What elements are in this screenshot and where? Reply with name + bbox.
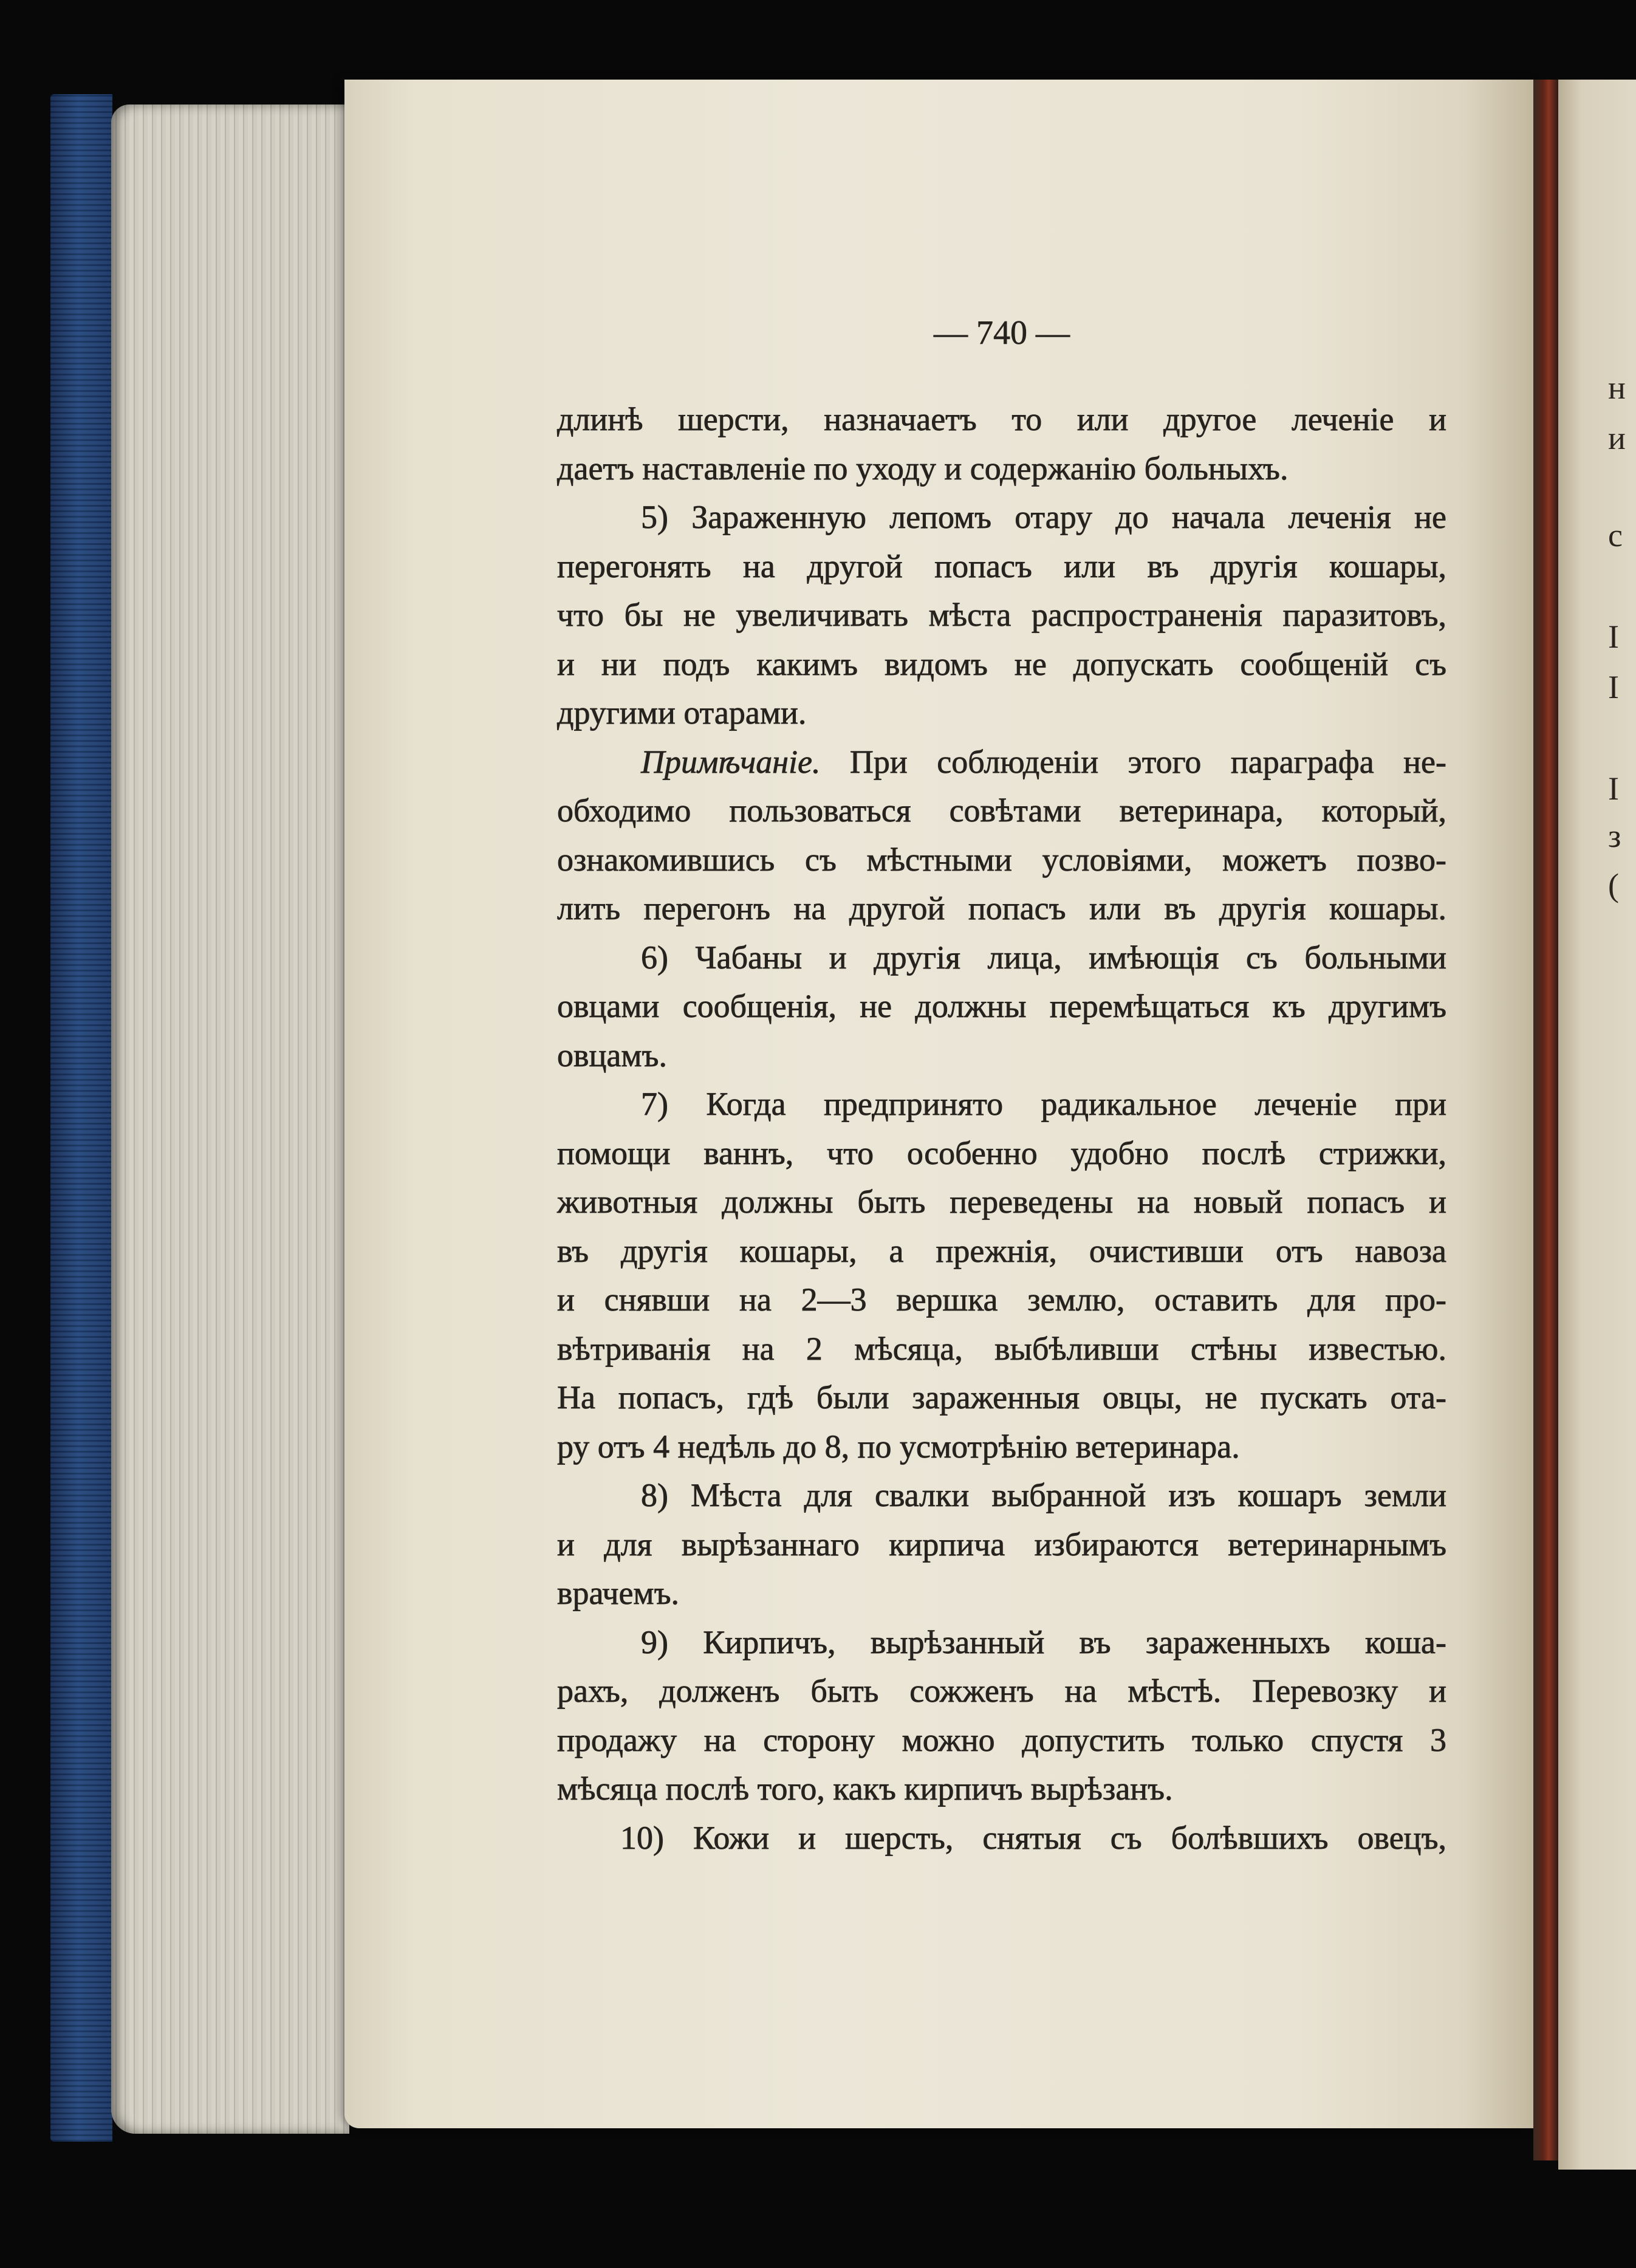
text-line: вѣтриванія на 2 мѣсяца, выбѣливши стѣны известью. [557,1330,1446,1367]
text-line: 5) Зараженную лепомъ отару до начала леченія не [641,499,1446,535]
text-line [557,738,1446,787]
text-line: овцами сообщенія, не должны перемѣщаться къ другимъ [557,988,1446,1024]
book-gutter [1533,80,1559,2160]
book-cover-edge [50,94,112,2142]
text-line: что бы не увеличивать мѣста распространенія паразитовъ, [557,597,1446,633]
text-line: и ни подъ какимъ видомъ не допускать сообщеній съ [557,645,1446,682]
next-page-fragment: и [1608,420,1626,456]
next-page-edge [1558,80,1636,2170]
next-page-fragment: з [1608,818,1621,854]
book-page [344,80,1535,2128]
next-page-fragment: ( [1608,867,1619,903]
text-line: овцамъ. [557,1036,667,1074]
text-line: животныя должны быть переведены на новый попасъ и [557,1184,1446,1220]
text-line: На попасъ, гдѣ были зараженныя овцы, не пускать ота- [557,1379,1446,1416]
note-text: При соблюденіи этого параграфа не- [820,743,1446,780]
next-page-fragment: с [1608,517,1623,553]
text-line: въ другія кошары, а прежнія, очистивши отъ навоза [557,1232,1446,1269]
page-edges [111,104,349,2134]
text-line: длинѣ шерсти, назначаетъ то или другое леченіе и [557,401,1446,437]
note-label: Примѣчаніе. [641,743,821,780]
text-line: 8) Мѣста для свалки выбранной изъ кошаръ земли [641,1477,1446,1513]
page-text [557,395,1446,1862]
text-line: 6) Чабаны и другія лица, имѣющія съ больными [641,939,1446,976]
text-line: 9) Кирпичъ, вырѣзанный въ зараженныхъ коша- [641,1623,1446,1660]
text-line: перегонять на другой попасъ или въ другія кошары, [557,547,1446,584]
text-line: врачемъ. [557,1575,680,1611]
next-page-fragment: I [1608,618,1619,655]
page-number: — 740 — [934,314,1070,352]
text-line: ру отъ 4 недѣль до 8, по усмотрѣнію ветеринара. [557,1428,1240,1465]
next-page-fragment: I [1608,669,1619,705]
text-line: и снявши на 2—3 вершка землю, оставить для про- [557,1281,1446,1318]
text-line: помощи ваннъ, что особенно удобно послѣ стрижки, [557,1134,1446,1171]
text-line: рахъ, долженъ быть сожженъ на мѣстѣ. Перевозку и [557,1673,1446,1709]
text-line: мѣсяца послѣ того, какъ кирпичъ вырѣзанъ. [557,1770,1173,1807]
text-line: продажу на сторону можно допустить только спустя 3 [557,1721,1446,1758]
text-line: обходимо пользоваться совѣтами ветеринара, который, [557,792,1446,829]
next-page-fragment: н [1608,369,1626,406]
text-line: даетъ наставленіе по уходу и содержанію больныхъ. [557,450,1289,487]
text-line: 7) Когда предпринято радикальное леченіе при [641,1086,1446,1122]
text-line: и для вырѣзаннаго кирпича избираются ветеринарнымъ [557,1526,1446,1563]
text-line: 10) Кожи и шерсть, снятыя съ болѣвшихъ овецъ, [620,1819,1446,1856]
text-line: ознакомившись съ мѣстными условіями, можетъ позво- [557,841,1446,878]
next-page-fragment: I [1608,770,1619,807]
text-line: лить перегонъ на другой попасъ или въ другія кошары. [557,890,1446,927]
text-line: другими отарами. [557,694,807,731]
